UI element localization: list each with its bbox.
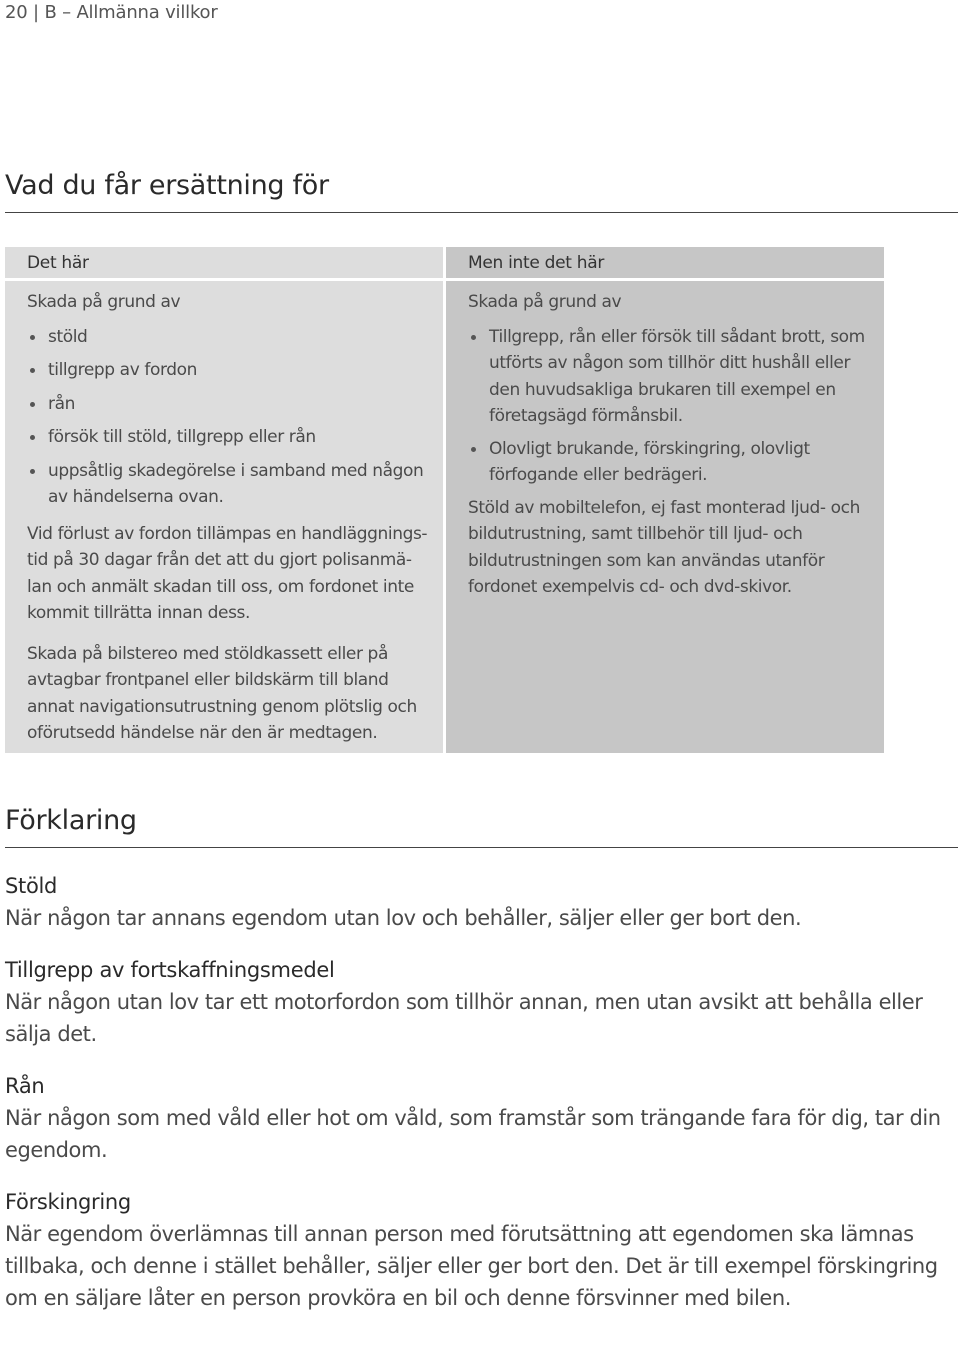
excluded-column bbox=[446, 247, 884, 753]
section-title-coverage: Vad du får ersättning för bbox=[5, 170, 329, 201]
definition-text: När någon som med våld eller hot om våld, som framstår som trängande fara för dig, tar din egendom. bbox=[5, 1106, 941, 1162]
definitions-list bbox=[5, 870, 950, 1334]
list-item: Tillgrepp, rån eller försök till sådant brott, som utförts av någon som tillhör ditt hushåll eller den huvudsakliga brukaren till exempel en företagsägd förmånsbil. bbox=[468, 324, 876, 430]
section-title-explanation: Förklaring bbox=[5, 805, 137, 836]
list-item: Olovligt brukande, förskingring, olovligt förfogande eller bedrägeri. bbox=[468, 436, 876, 489]
definition-term: Stöld bbox=[5, 874, 58, 898]
list-item: stöld bbox=[27, 324, 435, 351]
excluded-intro: Skada på grund av bbox=[468, 292, 622, 312]
covered-paragraph: Skada på bilstereo med stöldkassett eller på avtagbar frontpanel eller bildskärm till bland annat navigationsutrustning genom plötslig och oförutsedd händelse när den är medtagen. bbox=[27, 643, 417, 743]
page-number: 20 bbox=[5, 2, 28, 23]
header-section: B – Allmänna villkor bbox=[44, 2, 218, 23]
list-item: uppsåtlig skadegörelse i samband med någon av händelserna ovan. bbox=[27, 458, 435, 511]
coverage-table bbox=[5, 247, 884, 753]
covered-list bbox=[27, 324, 435, 511]
excluded-heading: Men inte det här bbox=[446, 247, 884, 281]
definition bbox=[5, 1186, 950, 1314]
definition bbox=[5, 954, 950, 1050]
section-divider bbox=[5, 212, 958, 213]
list-item: tillgrepp av fordon bbox=[27, 357, 435, 384]
page-header bbox=[5, 2, 218, 23]
covered-column bbox=[5, 247, 443, 753]
covered-heading: Det här bbox=[5, 247, 443, 281]
definition-text: När någon utan lov tar ett motorfordon som tillhör annan, men utan avsikt att behålla eller sälja det. bbox=[5, 990, 923, 1046]
list-item: försök till stöld, tillgrepp eller rån bbox=[27, 424, 435, 451]
definition-term: Förskingring bbox=[5, 1190, 131, 1214]
definition bbox=[5, 870, 950, 934]
covered-paragraph: Vid förlust av fordon tillämpas en handläggnings-tid på 30 dagar från det att du gjort polisanmä-lan och anmält skadan till oss, om fordonet inte kommit tillrätta innan dess. bbox=[27, 523, 428, 623]
list-item: rån bbox=[27, 391, 435, 418]
definition-term: Rån bbox=[5, 1074, 45, 1098]
definition-term: Tillgrepp av fortskaffningsmedel bbox=[5, 958, 335, 982]
definition bbox=[5, 1070, 950, 1166]
excluded-list bbox=[468, 324, 876, 489]
section-divider bbox=[5, 847, 958, 848]
excluded-paragraph: Stöld av mobiltelefon, ej fast monterad ljud- och bildutrustning, samt tillbehör till ljud- och bildutrustningen som kan användas utanför fordonet exempelvis cd- och dvd-skivor. bbox=[468, 497, 860, 597]
definition-text: När någon tar annans egendom utan lov och behåller, säljer eller ger bort den. bbox=[5, 906, 802, 930]
definition-text: När egendom överlämnas till annan person med förutsättning att egendomen ska lämnas tillbaka, och denne i stället behåller, säljer eller ger bort den. Det är till exempel förskingring om en säljare låter en person provköra en bil och denne försvinner med bilen. bbox=[5, 1222, 938, 1310]
header-separator: | bbox=[33, 2, 39, 23]
covered-intro: Skada på grund av bbox=[27, 292, 181, 312]
